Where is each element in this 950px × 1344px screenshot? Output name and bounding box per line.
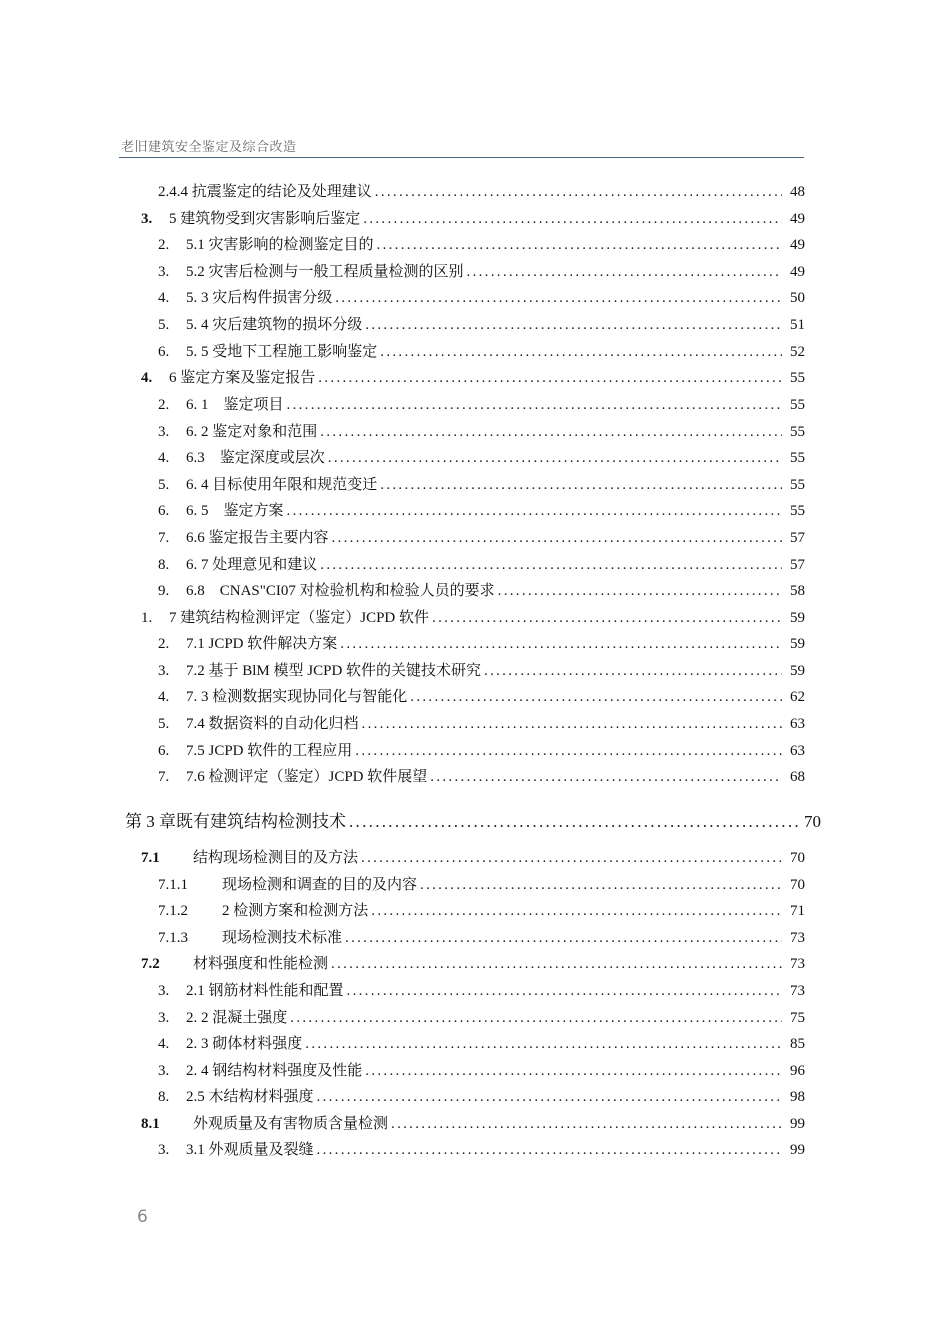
- dot-leader: [361, 850, 782, 867]
- toc-entry-page: 57: [790, 557, 805, 573]
- toc-entry-page: 59: [790, 610, 805, 626]
- toc-entry-title: 5. 4 灾后建筑物的损坏分级: [186, 317, 363, 333]
- toc-entry-title: 6.6 鉴定报告主要内容: [186, 530, 329, 546]
- toc-entry-title: 7.1 JCPD 软件解决方案: [186, 636, 338, 652]
- toc-entry-title: 7. 3 检测数据实现协同化与智能化: [186, 689, 408, 705]
- dot-leader: [318, 370, 782, 387]
- toc-entry: [141, 606, 805, 632]
- toc-entry: [141, 1112, 805, 1138]
- toc-entry-title: 5 建筑物受到灾害影响后鉴定: [169, 211, 361, 227]
- toc-entry-number: 3.: [158, 1063, 170, 1079]
- toc-entry-page: 48: [790, 184, 805, 200]
- toc-entry-title: 2.5 木结构材料强度: [186, 1089, 314, 1105]
- toc-entry-title: 7.2 基于 BlM 模型 JCPD 软件的关键技术研究: [186, 663, 482, 679]
- dot-leader: [432, 610, 782, 627]
- dot-leader: [420, 877, 782, 894]
- toc-entry-number: 7.: [158, 769, 170, 785]
- toc-entry-page: 62: [790, 689, 805, 705]
- dot-leader: [365, 1063, 782, 1080]
- toc-entry: [158, 1059, 805, 1085]
- toc-entry: [158, 1138, 805, 1164]
- dot-leader: [320, 557, 782, 574]
- toc-entry-title: 7.5 JCPD 软件的工程应用: [186, 743, 353, 759]
- dot-leader: [345, 930, 782, 947]
- toc-entry-page: 49: [790, 211, 805, 227]
- toc-entry-page: 55: [790, 503, 805, 519]
- dot-leader: [430, 769, 782, 786]
- toc-entry-number: 7.1.2: [158, 903, 188, 919]
- toc-entry: [158, 473, 805, 499]
- toc-entry-page: 71: [790, 903, 805, 919]
- toc-entry-title: 7.6 检测评定（鉴定）JCPD 软件展望: [186, 769, 428, 785]
- toc-entry-number: 8.: [158, 557, 170, 573]
- toc-entry-number: 3.: [158, 663, 170, 679]
- dot-leader: [484, 663, 782, 680]
- dot-leader: [410, 689, 782, 706]
- toc-entry-page: 55: [790, 450, 805, 466]
- toc-entry-page: 50: [790, 290, 805, 306]
- toc-entry-page: 75: [790, 1010, 805, 1026]
- toc-entry-number: 8.: [158, 1089, 170, 1105]
- toc-entry: [158, 1032, 805, 1058]
- toc-entry-title: 材料强度和性能检测: [193, 956, 329, 972]
- toc-entry-page: 51: [790, 317, 805, 333]
- toc-entry: [158, 579, 805, 605]
- dot-leader: [380, 344, 782, 361]
- toc-entry-number: 7.1: [141, 850, 160, 866]
- toc-entry-title: 6. 2 鉴定对象和范围: [186, 424, 318, 440]
- toc-entry: [158, 765, 805, 791]
- toc-entry-page: 52: [790, 344, 805, 360]
- toc-entry-page: 70: [804, 812, 821, 831]
- toc-entry-number: 3.: [141, 211, 153, 227]
- dot-leader: [365, 317, 782, 334]
- toc-entry-title: 2 检测方案和检测方法: [222, 903, 369, 919]
- toc-entry-title: 2. 3 砌体材料强度: [186, 1036, 303, 1052]
- toc-entry-number: 1.: [141, 610, 153, 626]
- toc-entry: [158, 446, 805, 472]
- dot-leader: [347, 983, 782, 1000]
- dot-leader: [317, 1089, 782, 1106]
- dot-leader: [391, 1116, 782, 1133]
- toc-entry: [158, 979, 805, 1005]
- toc-entry-title: 外观质量及有害物质含量检测: [193, 1116, 389, 1132]
- toc-entry-number: 4.: [158, 290, 170, 306]
- toc-chapter-entry: [125, 807, 821, 833]
- dot-leader: [349, 812, 798, 832]
- toc-entry: [158, 340, 805, 366]
- dot-leader: [287, 503, 782, 520]
- toc-entry-number: 3.: [158, 983, 170, 999]
- toc-entry: [158, 739, 805, 765]
- toc-entry-page: 73: [790, 956, 805, 972]
- toc-entry-title: 现场检测技术标准: [222, 930, 343, 946]
- toc-entry-title: 3.1 外观质量及裂缝: [186, 1142, 314, 1158]
- toc-entry-number: 4.: [158, 450, 170, 466]
- toc-entry-title: 2.4.4 抗震鉴定的结论及处理建议: [158, 184, 372, 200]
- toc-entry-number: 5.: [158, 317, 170, 333]
- toc-entry-number: 3.: [158, 264, 170, 280]
- toc-entry-number: 4.: [158, 1036, 170, 1052]
- toc-entry: [158, 260, 805, 286]
- toc-entry-page: 59: [790, 663, 805, 679]
- toc-entry-number: 3.: [158, 424, 170, 440]
- toc-entry-title: 5.1 灾害影响的检测鉴定目的: [186, 237, 374, 253]
- toc-entry-title: 第 3 章既有建筑结构检测技术: [125, 812, 346, 831]
- toc-entry-title: 7 建筑结构检测评定（鉴定）JCPD 软件: [169, 610, 430, 626]
- toc-entry: [141, 207, 805, 233]
- toc-entry: [158, 1006, 805, 1032]
- toc-entry-title: 6. 7 处理意见和建议: [186, 557, 318, 573]
- toc-entry-page: 68: [790, 769, 805, 785]
- dot-leader: [363, 211, 782, 228]
- toc-entry-page: 58: [790, 583, 805, 599]
- toc-entry: [141, 846, 805, 872]
- toc-entry: [158, 1085, 805, 1111]
- toc-entry: [158, 393, 805, 419]
- toc-entry-number: 5.: [158, 716, 170, 732]
- toc-entry-title: 5. 3 灾后构件损害分级: [186, 290, 333, 306]
- toc-entry-page: 55: [790, 477, 805, 493]
- toc-entry-page: 49: [790, 237, 805, 253]
- toc-entry-number: 5.: [158, 477, 170, 493]
- toc-entry-number: 2.: [158, 397, 170, 413]
- toc-entry-title: 2. 2 混凝土强度: [186, 1010, 288, 1026]
- dot-leader: [290, 1010, 782, 1027]
- toc-entry-title: 5. 5 受地下工程施工影响鉴定: [186, 344, 378, 360]
- toc-entry: [141, 366, 805, 392]
- toc-entry-page: 99: [790, 1116, 805, 1132]
- toc-entry-number: 7.: [158, 530, 170, 546]
- toc-entry-page: 55: [790, 424, 805, 440]
- dot-leader: [328, 450, 782, 467]
- toc-entry-page: 59: [790, 636, 805, 652]
- page-number: 6: [137, 1207, 148, 1227]
- toc-entry: [158, 632, 805, 658]
- toc-entry-page: 57: [790, 530, 805, 546]
- toc-entry-number: 3.: [158, 1010, 170, 1026]
- toc-entry-title: 5.2 灾害后检测与一般工程质量检测的区别: [186, 264, 464, 280]
- dot-leader: [371, 903, 782, 920]
- toc-entry-number: 9.: [158, 583, 170, 599]
- toc-entry-number: 3.: [158, 1142, 170, 1158]
- dot-leader: [335, 290, 782, 307]
- toc-entry-title: 6.8 CNAS"CI07 对检验机构和检验人员的要求: [186, 583, 495, 599]
- toc-entry-page: 70: [790, 850, 805, 866]
- dot-leader: [355, 743, 782, 760]
- toc-entry-page: 96: [790, 1063, 805, 1079]
- dot-leader: [332, 530, 782, 547]
- toc-entry-title: 2.1 钢筋材料性能和配置: [186, 983, 344, 999]
- page-header-title: 老旧建筑安全鉴定及综合改造: [121, 140, 297, 155]
- dot-leader: [305, 1036, 782, 1053]
- dot-leader: [377, 237, 782, 254]
- toc-entry-title: 2. 4 钢结构材料强度及性能: [186, 1063, 363, 1079]
- toc-entry: [158, 420, 805, 446]
- toc-entry-number: 7.1.3: [158, 930, 188, 946]
- toc-entry: [158, 526, 805, 552]
- toc-entry-page: 73: [790, 983, 805, 999]
- dot-leader: [340, 636, 782, 653]
- toc-entry-number: 6.: [158, 503, 170, 519]
- toc-entry-title: 6. 1 鉴定项目: [186, 397, 284, 413]
- toc-entry-page: 55: [790, 397, 805, 413]
- toc-entry-title: 6.3 鉴定深度或层次: [186, 450, 325, 466]
- toc-entry-number: 8.1: [141, 1116, 160, 1132]
- toc-entry: [158, 180, 805, 206]
- toc-entry-title: 结构现场检测目的及方法: [193, 850, 359, 866]
- toc-entry-number: 2.: [158, 636, 170, 652]
- toc-entry-number: 7.2: [141, 956, 160, 972]
- toc-entry: [158, 712, 805, 738]
- dot-leader: [287, 397, 782, 414]
- dot-leader: [320, 424, 782, 441]
- toc-entry-page: 63: [790, 743, 805, 759]
- dot-leader: [467, 264, 782, 281]
- toc-entry-page: 99: [790, 1142, 805, 1158]
- header-rule: [119, 157, 804, 158]
- toc-entry: [158, 873, 805, 899]
- toc-entry: [158, 899, 805, 925]
- toc-entry: [158, 313, 805, 339]
- toc-entry: [158, 926, 805, 952]
- toc-entry-page: 85: [790, 1036, 805, 1052]
- toc-entry-title: 6 鉴定方案及鉴定报告: [169, 370, 316, 386]
- toc-entry-page: 63: [790, 716, 805, 732]
- dot-leader: [362, 716, 782, 733]
- toc-entry-number: 4.: [141, 370, 153, 386]
- toc-entry: [158, 233, 805, 259]
- dot-leader: [380, 477, 782, 494]
- toc-entry-page: 55: [790, 370, 805, 386]
- toc-entry: [158, 499, 805, 525]
- toc-entry-number: 6.: [158, 743, 170, 759]
- toc-entry: [158, 286, 805, 312]
- toc-entry-page: 98: [790, 1089, 805, 1105]
- dot-leader: [498, 583, 782, 600]
- toc-entry-number: 4.: [158, 689, 170, 705]
- toc-entry: [141, 952, 805, 978]
- toc-entry: [158, 685, 805, 711]
- toc-entry: [158, 659, 805, 685]
- dot-leader: [331, 956, 782, 973]
- toc-entry-title: 7.4 数据资料的自动化归档: [186, 716, 359, 732]
- dot-leader: [317, 1142, 782, 1159]
- toc-entry-page: 49: [790, 264, 805, 280]
- toc-entry: [158, 553, 805, 579]
- toc-entry-title: 6. 4 目标使用年限和规范变迁: [186, 477, 378, 493]
- toc-entry-title: 6. 5 鉴定方案: [186, 503, 284, 519]
- toc-entry-number: 6.: [158, 344, 170, 360]
- toc-entry-title: 现场检测和调查的目的及内容: [222, 877, 418, 893]
- toc-entry-page: 70: [790, 877, 805, 893]
- toc-entry-number: 7.1.1: [158, 877, 188, 893]
- toc-entry-page: 73: [790, 930, 805, 946]
- toc-entry-number: 2.: [158, 237, 170, 253]
- dot-leader: [375, 184, 782, 201]
